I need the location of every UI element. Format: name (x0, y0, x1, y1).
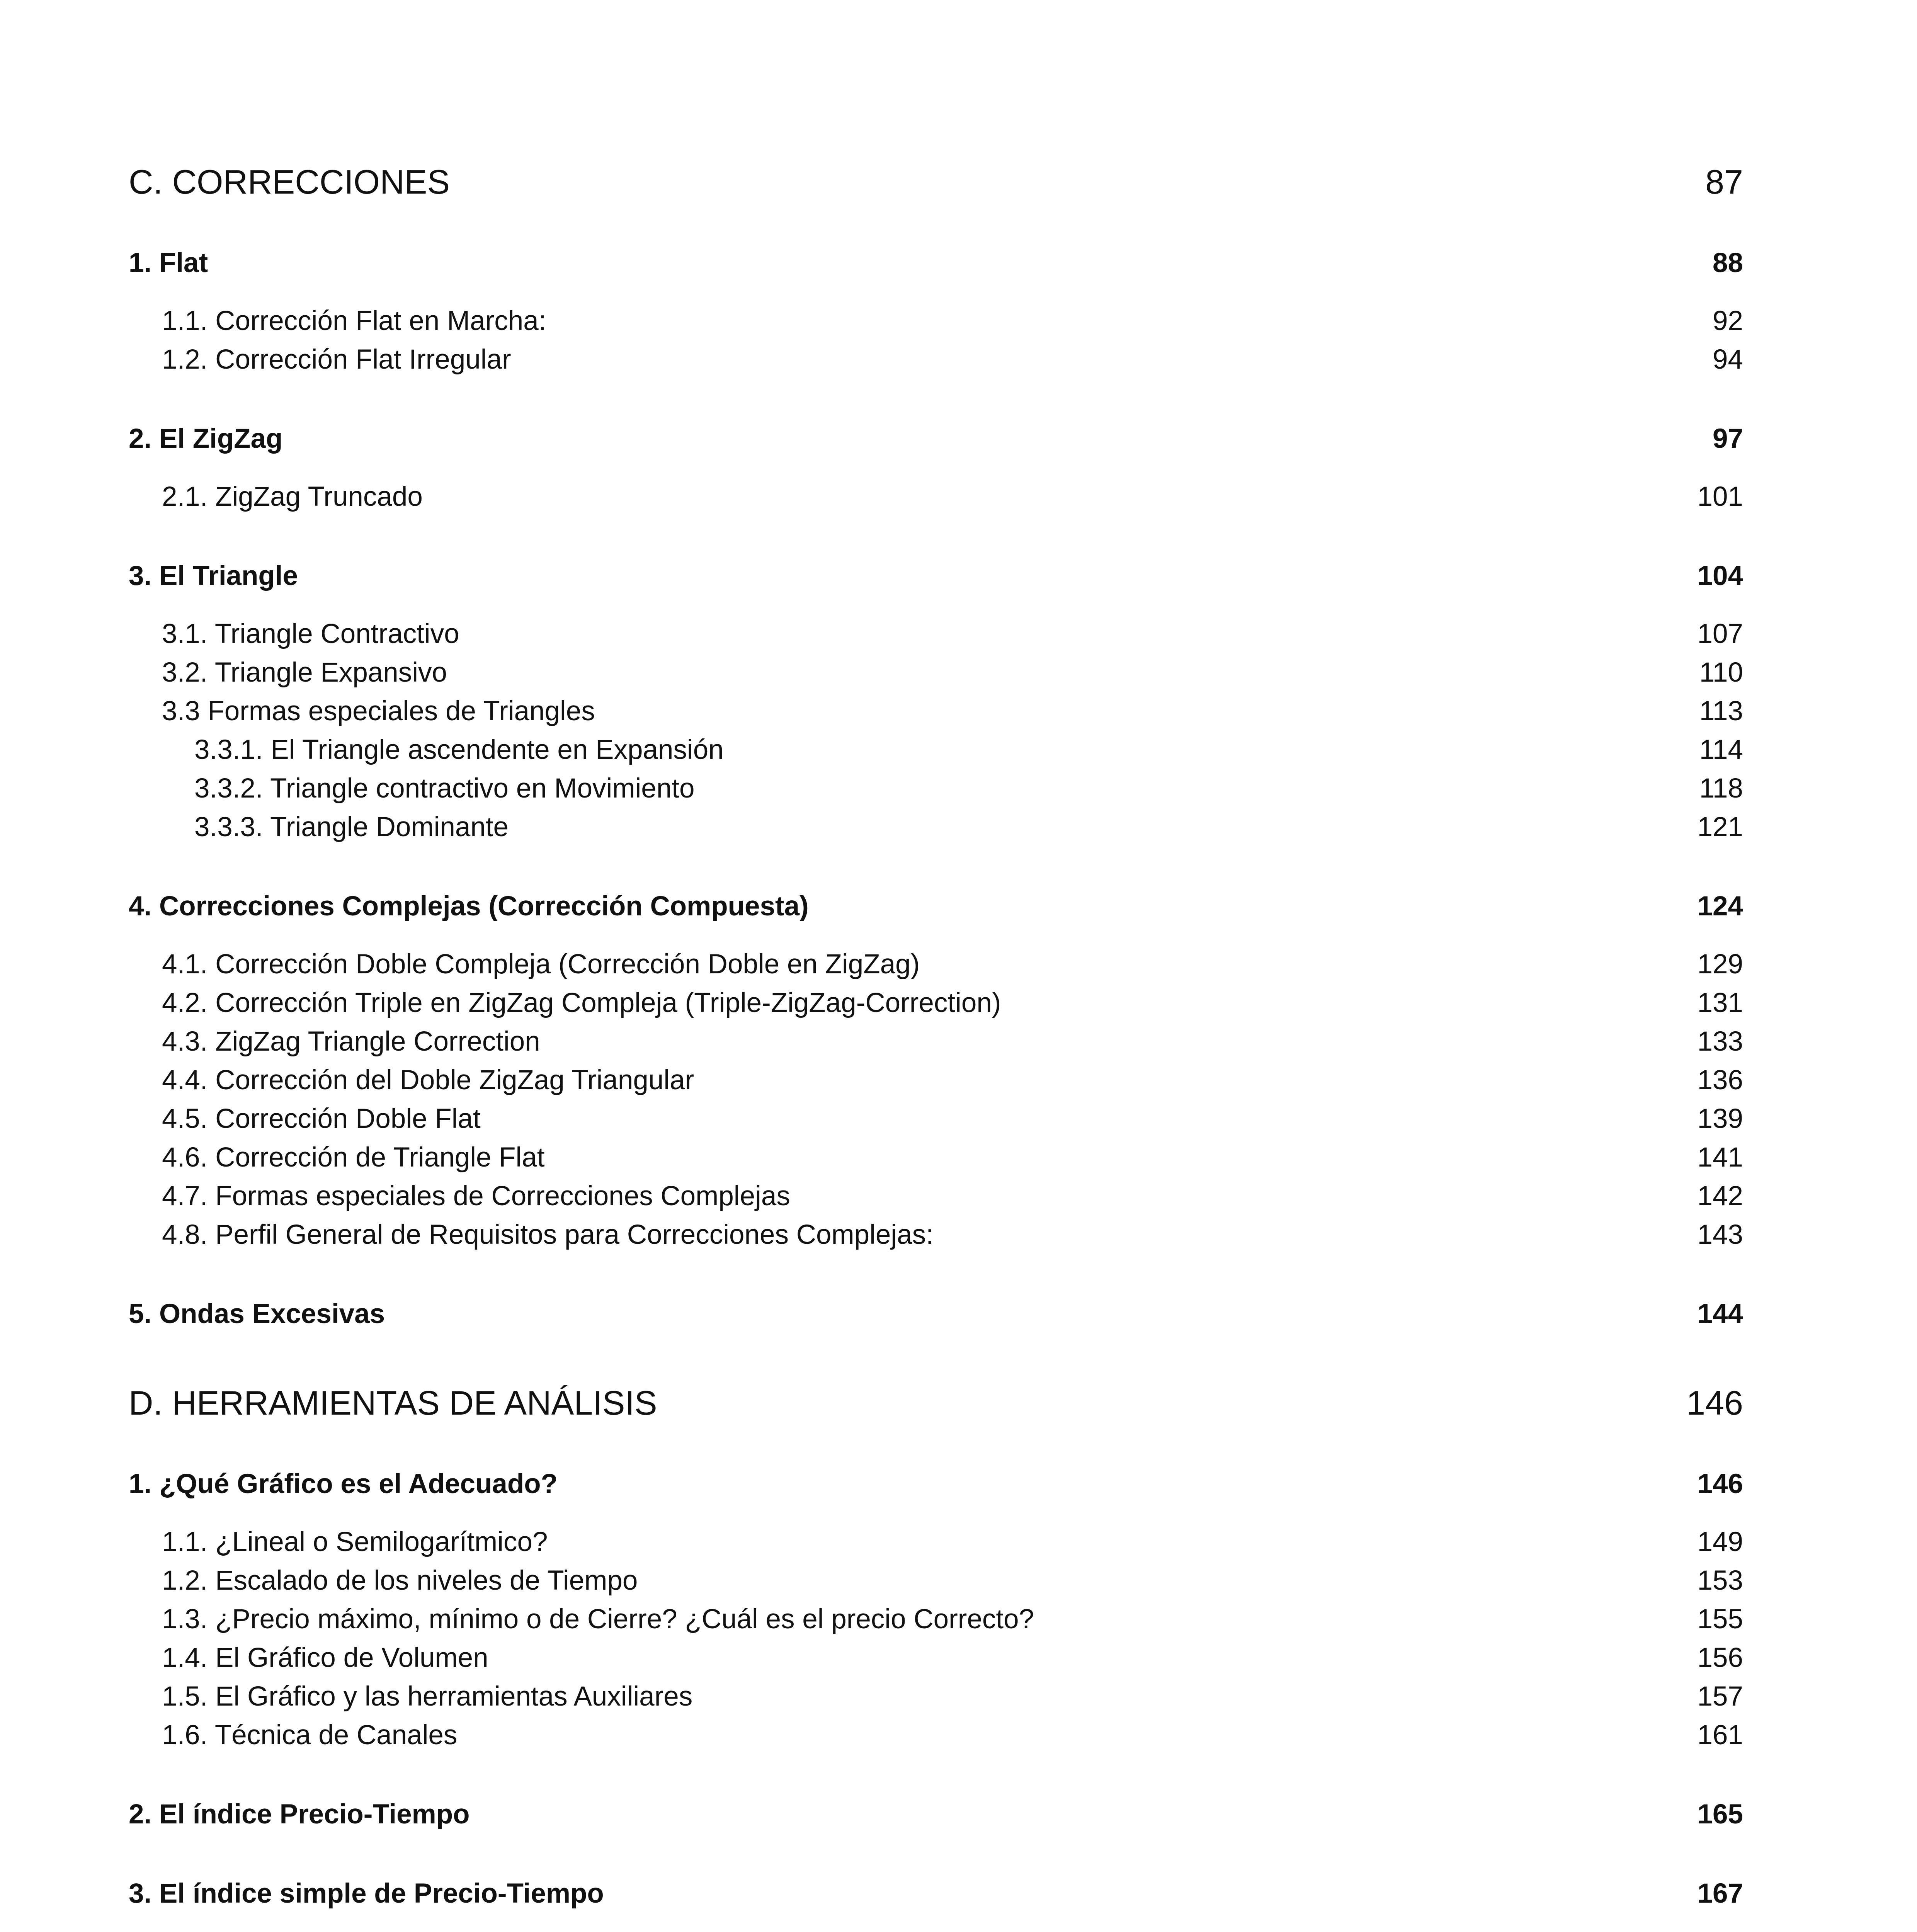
toc-entry-sec[interactable] (129, 1878, 1743, 1909)
toc-entry-subsub[interactable] (129, 734, 1743, 765)
toc-entry-title: 4. Correcciones Complejas (Corrección Compuesta) (129, 891, 809, 922)
toc-entry-chap[interactable] (129, 1383, 1743, 1423)
toc-entry-title: 5. Ondas Excesivas (129, 1299, 385, 1329)
toc-entry-subsub[interactable] (129, 773, 1743, 804)
toc-entry-page: 157 (1697, 1681, 1743, 1712)
toc-entry-chap[interactable] (129, 162, 1743, 202)
toc-entry-title: 2.1. ZigZag Truncado (162, 481, 423, 512)
toc-entry-page: 133 (1697, 1026, 1743, 1057)
toc-entry-page: 167 (1697, 1878, 1743, 1909)
toc-entry-title: 1. ¿Qué Gráfico es el Adecuado? (129, 1469, 558, 1499)
toc-entry-sub[interactable] (129, 1103, 1743, 1134)
toc-entry-title: 1.1. Corrección Flat en Marcha: (162, 306, 546, 336)
toc-entry-sub[interactable] (129, 1604, 1743, 1635)
toc-entry-page: 129 (1697, 949, 1743, 980)
toc-entry-sec[interactable] (129, 1799, 1743, 1830)
toc-entry-page: 87 (1705, 163, 1743, 201)
toc-entry-page: 124 (1697, 891, 1743, 922)
toc-entry-page: 146 (1697, 1469, 1743, 1499)
toc-entry-title: 2. El ZigZag (129, 423, 283, 454)
toc-entry-page: 121 (1697, 812, 1743, 842)
toc-entry-sub[interactable] (129, 1142, 1743, 1173)
toc-entry-subsub[interactable] (129, 811, 1743, 843)
toc-entry-page: 161 (1697, 1720, 1743, 1750)
toc-entry-sub[interactable] (129, 1526, 1743, 1558)
toc-entry-page: 144 (1697, 1299, 1743, 1329)
toc-entry-title: 3.3.2. Triangle contractivo en Movimiento (194, 773, 695, 804)
toc-entry-page: 92 (1713, 306, 1743, 336)
toc-entry-page: 146 (1686, 1384, 1743, 1422)
toc-entry-sec[interactable] (129, 1468, 1743, 1500)
toc-entry-sub[interactable] (129, 657, 1743, 688)
toc-entry-title: C. CORRECCIONES (129, 163, 450, 201)
toc-entry-page: 136 (1697, 1065, 1743, 1095)
toc-entry-title: 4.1. Corrección Doble Compleja (Corrección Doble en ZigZag) (162, 949, 920, 980)
toc-entry-page: 165 (1697, 1799, 1743, 1830)
toc-entry-title: D. HERRAMIENTAS DE ANÁLISIS (129, 1384, 657, 1422)
toc-entry-title: 1.2. Escalado de los niveles de Tiempo (162, 1565, 638, 1596)
toc-entry-sub[interactable] (129, 305, 1743, 337)
toc-entry-page: 156 (1697, 1643, 1743, 1673)
toc-entry-page: 94 (1713, 344, 1743, 375)
toc-entry-title: 1.1. ¿Lineal o Semilogarítmico? (162, 1527, 548, 1557)
toc-entry-sub[interactable] (129, 1180, 1743, 1212)
toc-entry-sub[interactable] (129, 344, 1743, 375)
toc-entry-page: 110 (1699, 657, 1743, 688)
toc-entry-title: 3. El índice simple de Precio-Tiempo (129, 1878, 604, 1909)
toc-entry-page: 149 (1697, 1527, 1743, 1557)
toc-entry-page: 101 (1697, 481, 1743, 512)
toc-entry-sub[interactable] (129, 1219, 1743, 1250)
toc-entry-title: 1.4. El Gráfico de Volumen (162, 1643, 488, 1673)
toc-entry-title: 4.3. ZigZag Triangle Correction (162, 1026, 540, 1057)
toc-entry-title: 4.6. Corrección de Triangle Flat (162, 1142, 545, 1173)
toc-entry-title: 3.1. Triangle Contractivo (162, 619, 459, 649)
toc-entry-sub[interactable] (129, 481, 1743, 512)
toc-entry-sec[interactable] (129, 560, 1743, 592)
toc-entry-title: 1. Flat (129, 248, 208, 278)
toc-entry-title: 3.3.1. El Triangle ascendente en Expansión (194, 735, 724, 765)
toc-entry-page: 118 (1699, 773, 1743, 804)
toc-entry-page: 107 (1697, 619, 1743, 649)
toc-entry-page: 139 (1697, 1104, 1743, 1134)
toc-entry-sec[interactable] (129, 423, 1743, 454)
toc-entry-page: 88 (1713, 248, 1743, 278)
toc-entry-page: 155 (1697, 1604, 1743, 1634)
toc-entry-title: 3.3.3. Triangle Dominante (194, 812, 509, 842)
toc-entry-page: 143 (1697, 1219, 1743, 1250)
toc-entry-sub[interactable] (129, 1719, 1743, 1751)
toc-entry-sub[interactable] (129, 1681, 1743, 1712)
toc-entry-title: 4.2. Corrección Triple en ZigZag Compleja (Triple-ZigZag-Correction) (162, 988, 1001, 1018)
toc-entry-sec[interactable] (129, 247, 1743, 279)
toc-entry-title: 1.3. ¿Precio máximo, mínimo o de Cierre? ¿Cuál es el precio Correcto? (162, 1604, 1034, 1634)
toc-entry-sub[interactable] (129, 987, 1743, 1019)
toc-entry-sub[interactable] (129, 1565, 1743, 1596)
toc-entry-title: 3.2. Triangle Expansivo (162, 657, 447, 688)
toc-entry-sub[interactable] (129, 949, 1743, 980)
toc-entry-title: 1.5. El Gráfico y las herramientas Auxiliares (162, 1681, 693, 1712)
toc-entry-page: 113 (1699, 696, 1743, 726)
toc-entry-title: 4.8. Perfil General de Requisitos para Correcciones Complejas: (162, 1219, 934, 1250)
toc-entry-page: 142 (1697, 1181, 1743, 1211)
toc-entry-sec[interactable] (129, 891, 1743, 922)
toc-entry-title: 1.2. Corrección Flat Irregular (162, 344, 511, 375)
toc-entry-title: 4.4. Corrección del Doble ZigZag Triangular (162, 1065, 694, 1095)
toc-entry-page: 131 (1697, 988, 1743, 1018)
toc-entry-page: 114 (1699, 735, 1743, 765)
toc-entry-sub[interactable] (129, 1065, 1743, 1096)
toc-entry-page: 97 (1713, 423, 1743, 454)
toc-entry-sub[interactable] (129, 1026, 1743, 1057)
toc-entry-sub[interactable] (129, 1642, 1743, 1673)
toc-entry-title: 3. El Triangle (129, 561, 298, 591)
toc-entry-sub[interactable] (129, 618, 1743, 650)
toc-entry-title: 4.5. Corrección Doble Flat (162, 1104, 481, 1134)
toc-entry-title: 1.6. Técnica de Canales (162, 1720, 458, 1750)
toc-entry-page: 104 (1697, 561, 1743, 591)
toc-entry-title: 2. El índice Precio-Tiempo (129, 1799, 470, 1830)
toc-entry-sub[interactable] (129, 696, 1743, 727)
toc-entry-title: 3.3 Formas especiales de Triangles (162, 696, 595, 726)
toc-entry-page: 153 (1697, 1565, 1743, 1596)
toc-entry-sec[interactable] (129, 1298, 1743, 1330)
toc-entry-title: 4.7. Formas especiales de Correcciones Complejas (162, 1181, 790, 1211)
toc-entry-page: 141 (1697, 1142, 1743, 1173)
